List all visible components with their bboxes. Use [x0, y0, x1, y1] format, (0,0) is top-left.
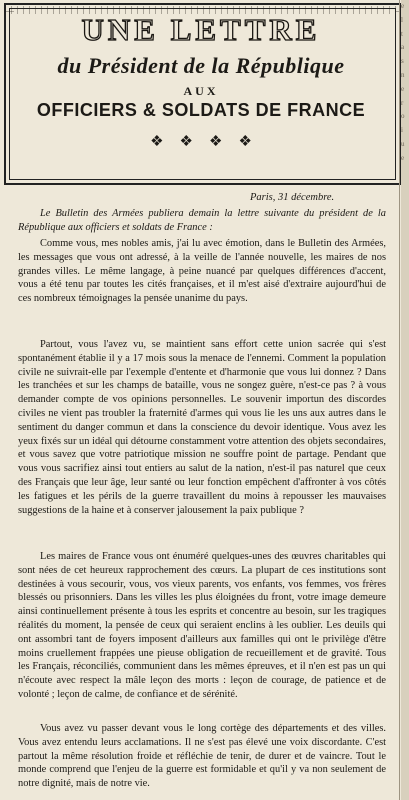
ornament-glyph: ❖ [238, 134, 252, 150]
edge-fragment: e [401, 2, 405, 10]
edge-fragment: e [401, 153, 405, 162]
headline-line-4: OFFICIERS & SOLDATS DE FRANCE [36, 100, 366, 120]
article-paragraph-2: Partout, vous l'avez vu, se maintient sans effort cette union sacrée qui s'est spontanément établie il y a 17 mois sous la menace de l'ennemi. Comment la population civile ne suivrait-elle par l'exemple d'entente et d'harmonie que vous lui donnez ? Dans les tranchées et sur les champs de bataille, vous ne songez guère, n'est-ce pas ? à vous demander compte de vos opinions personnelles. Le souvenir importun des discordes civiles ne vient pas troubler la fraternité d'armes qui vous lie les uns aux autres dans le sentiment du danger commun et dans la conscience du devoir identique. Vous avez les yeux fixés sur un idéal qui détourne constamment votre attention des objets secondaires, et vous savez que votre patriotique mission ne souffre point de partage. Pendant que vous vous sacrifiez ainsi tout entiers au salut de la nation, n'est-il pas naturel que ceux des Français que leur âge, leur santé ou leur fonction empêchent d'affronter à vos côtés les fatigues et les périls de la guerre travaillent du moins à repousser les mauvaises suggestions de la haine et à conserver jalousement la paix publique ? [18, 339, 386, 516]
edge-fragment: r [401, 98, 404, 107]
article-paragraph-4: Vous avez vu passer devant vous le long cortège des départements et des villes. Vous avez entendu leurs acclamations. Il ne s'est pas élevé une voix discordante. C'est partout la même résolution froide et réfléchie de tenir, de durer et de vaincre. Tout le monde comprend que l'enjeu de la guerre est formidable et qu'il y va non seulement de notre dignité, mais de notre vie. [18, 723, 386, 790]
edge-fragment: a [401, 43, 405, 52]
ornament-row [16, 132, 386, 150]
ornament-glyph: ❖ [209, 134, 223, 150]
article-paragraph-3: Les maires de France vous ont énuméré quelques-unes des œuvres charitables qui sont nées de cet heureux rapprochement des cœurs. La plupart de ces institutions sont destinées à vous secourir, vous, vos vieux parents, vos enfants, vos femmes, vos frères blessés ou prisonniers. Dans les villes les plus éloignées du front, votre image demeure ainsi continuellement présente à tous les esprits et concentre au besoin, sur les tragiques réalités du moment, la pensée de ceux qui seraient enclins à les oublier. Les deuils qui ont assombri tant de foyers imposent d'ailleurs aux familles qui ont le privilège d'être moins cruellement frappées une pieuse obligation de recueillement et de gravité. Tous les Français, réconciliés, communient dans les mêmes épreuves, et il n'en est pas un qui n'écoute avec respect la mâle leçon des morts : leçon de courage, de patience et de volonté ; leçon de calme, de confiance et de sérénité. [18, 551, 386, 700]
article-paragraph-1: Comme vous, mes nobles amis, j'ai lu avec émotion, dans le Bulletin des Armées, les messages que vous ont adressé, à la veille de l'année nouvelle, les maires de nos grandes villes. Le même langage, à peine nuancé par quelques différences d'accent, vous a été tenu par toutes les cités françaises, et il m'est aisé d'extraire aujourd'hui de ces nombreux témoignages la pensée unanime du pays. [18, 238, 386, 305]
column-rule [399, 0, 400, 800]
headline-line-3: AUX [183, 84, 219, 98]
edge-fragment: s [401, 57, 404, 66]
edge-fragment: n [401, 70, 405, 79]
ornament-glyph: ❖ [179, 134, 193, 150]
edge-fragment: t [401, 29, 403, 38]
article-intro: Le Bulletin des Armées publiera demain la lettre suivante du président de la République aux officiers et soldats de France : [18, 208, 386, 233]
headline-line-2: du Président de la République [57, 53, 345, 78]
edge-fragment: l [401, 15, 403, 24]
dateline: Paris, 31 décembre. [250, 192, 335, 203]
headline-line-1: UNE LETTRE [81, 12, 321, 47]
edge-fragment: u [401, 139, 405, 148]
adjacent-column-edge [401, 0, 409, 800]
edge-fragment: i [401, 126, 403, 135]
frame-chain-left [6, 9, 14, 17]
ornament-glyph: ❖ [150, 134, 164, 150]
edge-fragment: e [401, 84, 405, 93]
edge-fragment: o [401, 112, 405, 121]
